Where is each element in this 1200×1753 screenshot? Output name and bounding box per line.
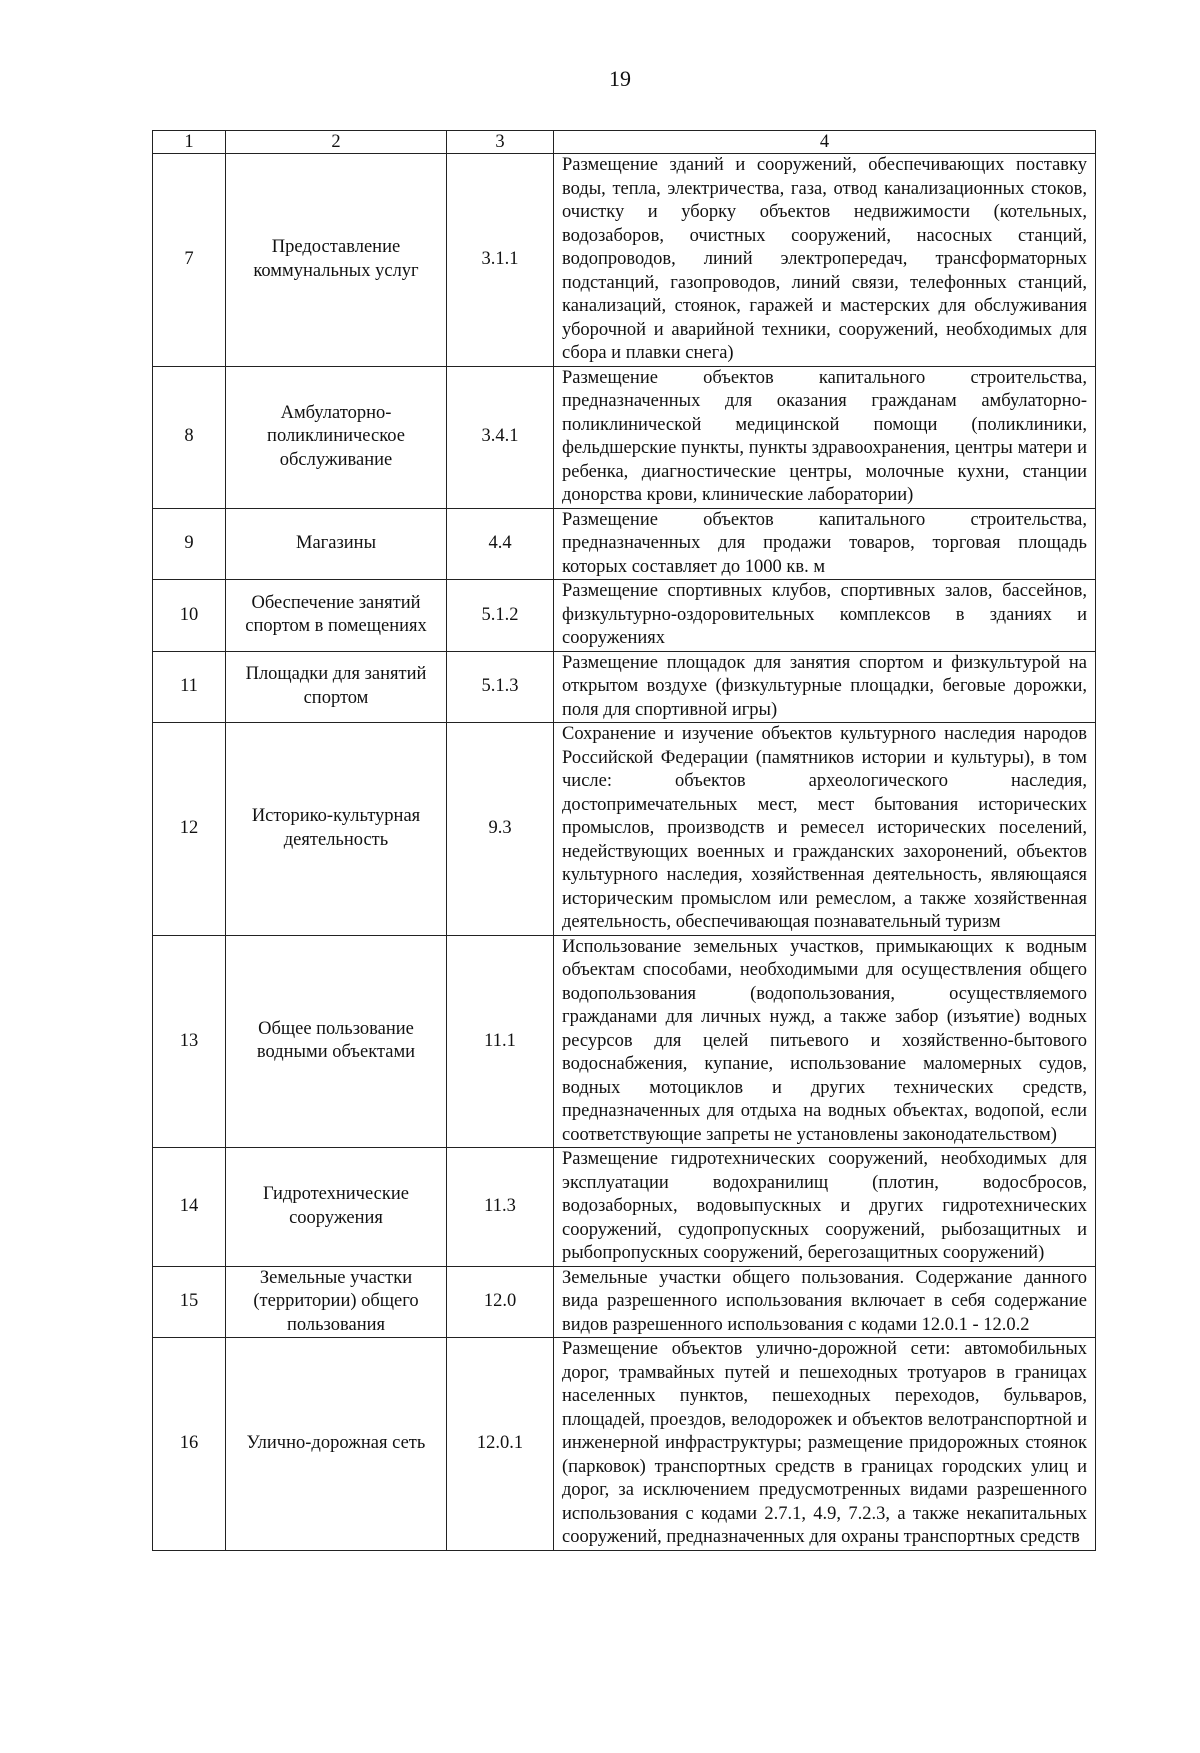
use-type-description: Размещение зданий и сооружений, обеспечивающих поставку воды, тепла, электричества, газа, отвод канализационных стоков, очистку и уборку объектов недвижимости (котельных, водозаборов, очистных сооружений, насосных станций, водопроводов, линий электропередач, трансформаторных подстанций, газопроводов, линий связи, телефонных станций, канализаций, стоянок, гаражей и мастерских для обслуживания уборочной и аварийной техники, сооружений, необходимых для сбора и плавки снега) — [554, 154, 1096, 367]
table-row — [153, 651, 1096, 723]
use-type-description: Размещение объектов улично-дорожной сети: автомобильных дорог, трамвайных путей и пешеходных тротуаров в границах населенных пунктов, пешеходных переходов, бульваров, площадей, проездов, велодорожек и объектов велотранспортной и инженерной инфраструктуры; размещение придорожных стоянок (парковок) транспортных средств в границах городских улиц и дорог, за исключением предусмотренных видами разрешенного использования с кодами 2.7.1, 4.9, 7.2.3, а также некапитальных сооружений, предназначенных для охраны транспортных средств — [554, 1338, 1096, 1551]
use-type-name: Площадки для занятий спортом — [226, 651, 447, 723]
use-type-description: Использование земельных участков, примыкающих к водным объектам способами, необходимыми для осуществления общего водопользования (водопользования, осуществляемого гражданами для личных нужд, а также забор (изъятие) водных ресурсов для целей питьевого и хозяйственно-бытового водоснабжения, купание, использование маломерных судов, водных мотоциклов и других технических средств, предназначенных для отдыха на водных объектах, водопой, если соответствующие запреты не установлены законодательством) — [554, 935, 1096, 1148]
use-type-name: Обеспечение занятий спортом в помещениях — [226, 580, 447, 652]
row-number: 7 — [153, 154, 226, 367]
table-row — [153, 1338, 1096, 1551]
use-type-name: Улично-дорожная сеть — [226, 1338, 447, 1551]
row-number: 13 — [153, 935, 226, 1148]
row-number: 9 — [153, 508, 226, 580]
table-row — [153, 366, 1096, 508]
table-row — [153, 935, 1096, 1148]
use-type-code: 11.1 — [447, 935, 554, 1148]
use-type-description: Размещение площадок для занятия спортом и физкультурой на открытом воздухе (физкультурные площадки, беговые дорожки, поля для спортивной игры) — [554, 651, 1096, 723]
row-number: 12 — [153, 723, 226, 936]
use-type-code: 12.0 — [447, 1266, 554, 1338]
use-type-code: 12.0.1 — [447, 1338, 554, 1551]
use-type-description: Размещение объектов капитального строительства, предназначенных для оказания гражданам амбулаторно-поликлинической медицинской помощи (поликлиники, фельдшерские пункты, пункты здравоохранения, центры матери и ребенка, диагностические центры, молочные кухни, станции донорства крови, клинические лаборатории) — [554, 366, 1096, 508]
use-type-name: Предоставление коммунальных услуг — [226, 154, 447, 367]
row-number: 10 — [153, 580, 226, 652]
use-type-code: 5.1.2 — [447, 580, 554, 652]
use-type-name: Гидротехнические сооружения — [226, 1148, 447, 1267]
table-header-row — [153, 131, 1096, 154]
row-number: 16 — [153, 1338, 226, 1551]
table-row — [153, 1266, 1096, 1338]
use-type-name: Земельные участки (территории) общего пользования — [226, 1266, 447, 1338]
use-type-code: 3.1.1 — [447, 154, 554, 367]
use-type-name: Магазины — [226, 508, 447, 580]
use-type-description: Сохранение и изучение объектов культурного наследия народов Российской Федерации (памятников истории и культуры), в том числе: объектов археологического наследия, достопримечательных мест, мест бытования исторических промыслов, производств и ремесел исторических поселений, недействующих военных и гражданских захоронений, объектов культурного наследия, хозяйственная деятельность, являющаяся историческим промыслом или ремеслом, а также хозяйственная деятельность, обеспечивающая познавательный туризм — [554, 723, 1096, 936]
table-row — [153, 508, 1096, 580]
row-number: 8 — [153, 366, 226, 508]
use-type-description: Размещение гидротехнических сооружений, необходимых для эксплуатации водохранилищ (плотин, водосбросов, водозаборных, водовыпускных и других гидротехнических сооружений, судопропускных сооружений, рыбозащитных и рыбопропускных сооружений, берегозащитных сооружений) — [554, 1148, 1096, 1267]
table-row — [153, 723, 1096, 936]
table-row — [153, 1148, 1096, 1267]
use-type-name: Общее пользование водными объектами — [226, 935, 447, 1148]
use-type-description: Земельные участки общего пользования. Содержание данного вида разрешенного использования включает в себя содержание видов разрешенного использования с кодами 12.0.1 - 12.0.2 — [554, 1266, 1096, 1338]
header-col-2: 2 — [226, 131, 447, 154]
use-type-code: 11.3 — [447, 1148, 554, 1267]
use-type-code: 9.3 — [447, 723, 554, 936]
use-type-description: Размещение объектов капитального строительства, предназначенных для продажи товаров, торговая площадь которых составляет до 1000 кв. м — [554, 508, 1096, 580]
use-type-code: 5.1.3 — [447, 651, 554, 723]
table-row — [153, 580, 1096, 652]
table-row — [153, 154, 1096, 367]
use-type-code: 3.4.1 — [447, 366, 554, 508]
row-number: 14 — [153, 1148, 226, 1267]
use-type-name: Историко-культурная деятельность — [226, 723, 447, 936]
row-number: 11 — [153, 651, 226, 723]
use-type-description: Размещение спортивных клубов, спортивных залов, бассейнов, физкультурно-оздоровительных комплексов в зданиях и сооружениях — [554, 580, 1096, 652]
header-col-1: 1 — [153, 131, 226, 154]
use-type-code: 4.4 — [447, 508, 554, 580]
header-col-3: 3 — [447, 131, 554, 154]
page-number: 19 — [609, 66, 631, 91]
land-use-table — [152, 130, 1096, 1551]
header-col-4: 4 — [554, 131, 1096, 154]
use-type-name: Амбулаторно-поликлиническое обслуживание — [226, 366, 447, 508]
row-number: 15 — [153, 1266, 226, 1338]
